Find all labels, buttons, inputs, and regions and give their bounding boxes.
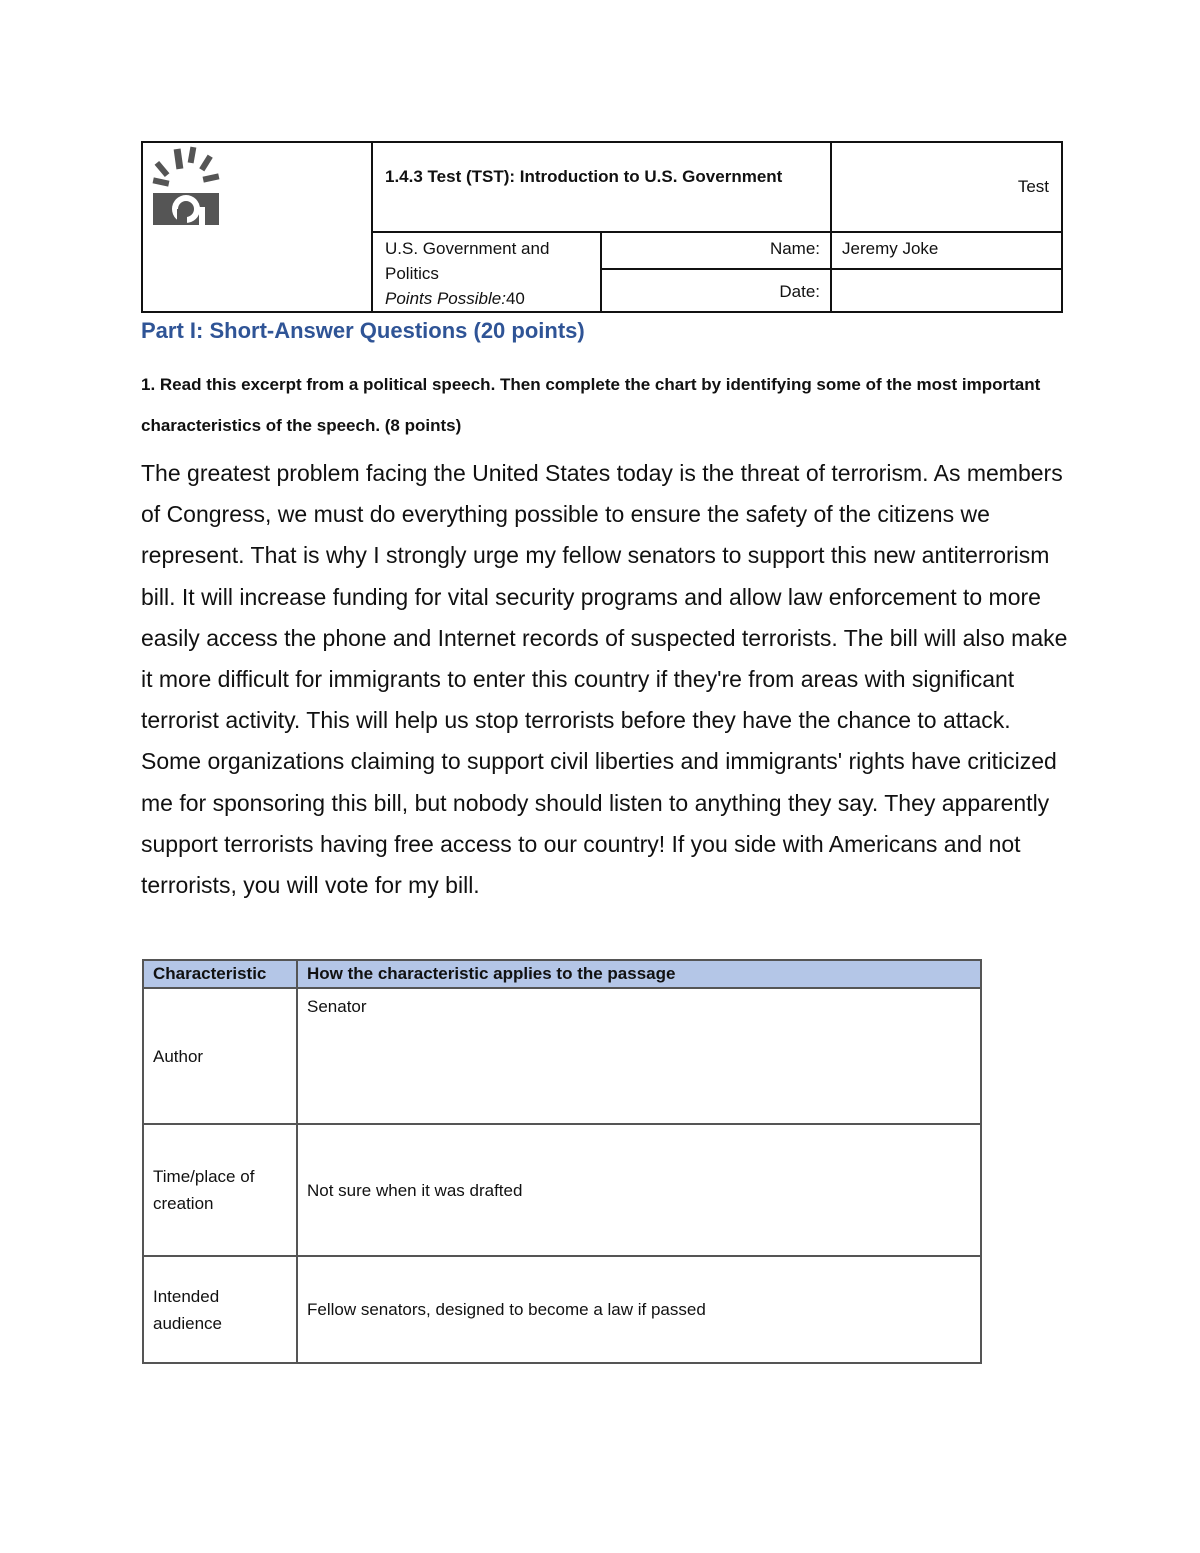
answer-cell[interactable]: Not sure when it was drafted (297, 1124, 981, 1256)
speech-passage: The greatest problem facing the United States today is the threat of terrorism. As members of Congress, we must do everything possible to ensure the safety of the citizens we represent. That is why I strongly urge my fellow senators to support this new antiterrorism bill. It will increase funding for vital security programs and allow law enforcement to more easily access the phone and Internet records of suspected terrorists. The bill will also make it more difficult for immigrants to enter this country if they're from areas with significant terrorist activity. This will help us stop terrorists before they have the chance to attack. Some organizations claiming to support civil liberties and immigrants' rights have criticized me for sponsoring this bill, but nobody should listen to anything they say. They apparently support terrorists having free access to our country! If you side with Americans and not terrorists, you will vote for my bill. (141, 460, 1068, 899)
course-name: U.S. Government and Politics (385, 239, 550, 283)
sunburst-logo-icon (151, 145, 221, 227)
points-value: 40 (505, 289, 525, 308)
test-type: Test (831, 142, 1062, 232)
logo-cell (142, 142, 372, 312)
column-header-application: How the characteristic applies to the passage (297, 960, 981, 988)
answer-cell[interactable]: Fellow senators, designed to become a law if passed (297, 1256, 981, 1363)
characteristics-table (142, 959, 982, 1364)
header-table (141, 141, 1061, 313)
table-row (143, 988, 981, 1124)
test-title: 1.4.3 Test (TST): Introduction to U.S. Government (372, 142, 831, 232)
course-info (372, 232, 601, 312)
characteristic-cell: Time/place of creation (143, 1124, 297, 1256)
column-header-characteristic: Characteristic (143, 960, 297, 988)
name-label: Name: (601, 232, 831, 269)
characteristic-cell: Intended audience (143, 1256, 297, 1363)
question-prompt: 1. Read this excerpt from a political speech. Then complete the chart by identifying some of the most important characteristics of the speech. (8 points) (141, 375, 1041, 435)
table-row (143, 1256, 981, 1363)
date-field[interactable] (831, 269, 1062, 312)
part-heading: Part I: Short-Answer Questions (20 points) (141, 318, 585, 343)
characteristic-cell: Author (143, 988, 297, 1124)
points-label: Points Possible: (385, 289, 506, 308)
table-row (143, 1124, 981, 1256)
name-field[interactable]: Jeremy Joke (831, 232, 1062, 269)
answer-cell[interactable]: Senator (297, 988, 981, 1124)
date-label: Date: (601, 269, 831, 312)
